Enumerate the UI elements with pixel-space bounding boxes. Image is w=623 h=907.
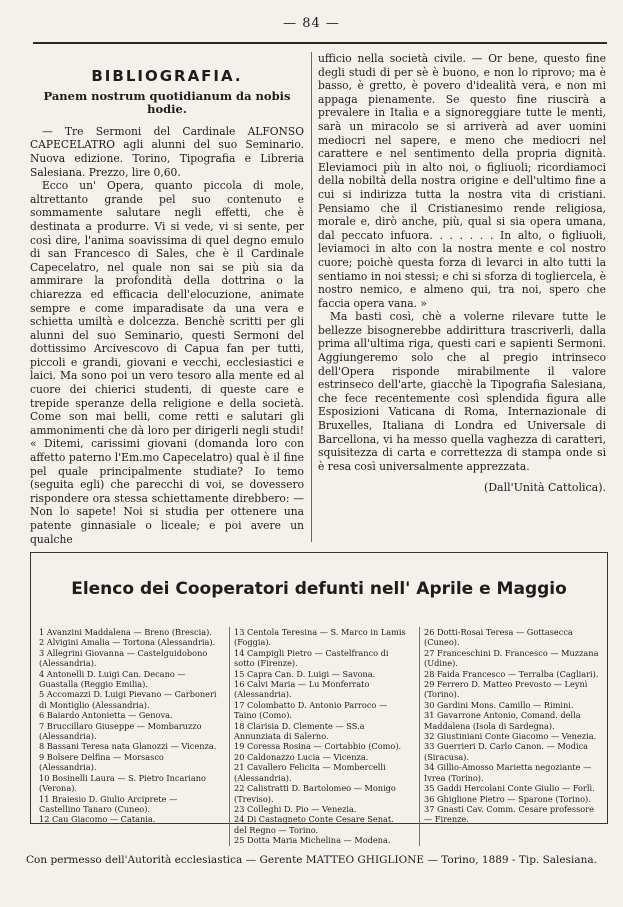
list-item: 33 Guerrieri D. Carlo Canon. — Modica (Siracusa). [424, 741, 589, 762]
list-item: 9 Bolsere Delfina — Morsasco (Alessandria). [39, 751, 164, 773]
list-item: 5 Accomazzi D. Luigi Pievano — Carboneri di Montiglio (Alessandria). [39, 689, 217, 710]
list-item: 37 Gnasti Cav. Comm. Cesare professore — Firenze. [424, 803, 594, 825]
list-item: 30 Gardini Mons. Camillo — Rimini. [424, 699, 574, 710]
paragraph: Ecco un' Opera, quanto piccola di mole, altrettanto grande pel suo contenuto e sommamente salutare negli effetti, che è destinata a produrre. Vi si vede, vi si sente, per così dire, l'anima soavissima di quel degno emulo di san Francesco di Sales, che è il Cardinale Capecelatro, nel quale non sai se più sia da ammirare la profondità della dottrina o la chiarezza ed efficacia dell'elocuzione, animate sempre e come imparadisate da una vera e schietta umiltà e dolcezza. Benchè scritti per gli alunni del suo Seminario, questi Sermoni del dottissimo Arcivescovo di Capua fan per tutti, piccoli e grandi, giovani e vecchi, ecclesiastici e laici. Ma sono poi un vero tesoro alla mente ed al cuore dei chierici studenti, di queste care e trepide speranze della religione e della società. Come son mai belli, come retti e salutari gli ammonimenti che dà loro per dirigerli negli studi! « Ditemi, carissimi giovani (domanda loro con affetto paterno l'Em.mo Capecelatro) qual è il fine pel quale principalmente studiate? Io temo (seguita egli) che parecchi di voi, se dovessero rispondere ora stessa schiettamente direbbero: — Non lo sapete! Noi si studia per ottenere una patente ginnasiale o liceale; e poi avere un qualche [30, 179, 304, 546]
elenco-section [30, 552, 608, 846]
list-item: 29 Ferrero D. Matteo Prevosto — Leynì (Torino). [424, 679, 588, 700]
left-column [30, 52, 304, 546]
column-divider [311, 52, 312, 542]
list-item: 25 Dotta Maria Michelina — Modena. [234, 835, 391, 846]
list-item: 18 Clarisia D. Clemente — SS.a Annunziata di Salerno. [234, 720, 365, 742]
list-item: 20 Caldonazzo Lucia — Vicenza. [234, 751, 369, 762]
list-item: 3 Allegrini Giovanna — Castelguidobono (Alessandria). [39, 647, 208, 669]
list-item: 26 Dotti-Rosai Teresa — Gottasecca (Cuneo). [424, 627, 573, 648]
list-item: 14 Campigli Pietro — Castelfranco di sotto (Firenze). [234, 647, 389, 669]
footer-imprint: Con permesso dell'Autorità ecclesiastica — Gerente MATTEO GHIGLIONE — Torino, 1889 - Tip. Salesiana. [26, 854, 597, 866]
bibliografia-subtitle: Panem nostrum quotidianum da nobis hodie. [43, 88, 291, 117]
elenco-column-1 [39, 627, 219, 846]
paragraph: — Tre Sermoni del Cardinale ALFONSO CAPECELATRO agli alunni del suo Seminario. Nuova edizione. Torino, Tipografia e Libreria Salesiana. Prezzo, lire 0,60. [30, 124, 304, 179]
list-item: 22 Calistratti D. Bartolomeo — Monigo (Treviso). [234, 783, 396, 804]
list-item: 1 Avanzini Maddalena — Breno (Brescia). [39, 627, 212, 637]
list-item: 10 Bosinelli Laura — S. Pietro Incariano (Verona). [39, 772, 206, 794]
list-item: 6 Baiardo Antonietta — Genova. [39, 710, 173, 721]
page-number: — 84 — [283, 16, 340, 31]
list-item: 24 Di Castagneto Conte Cesare Senat. del Regno — Torino. [234, 814, 394, 835]
source-signature: (Dall'Unità Cattolica). [483, 481, 606, 495]
list-item: 8 Bassani Teresa nata Glanozzi — Vicenza. [39, 741, 217, 752]
list-item: 7 Bruccillaro Giuseppe — Mombaruzzo (Alessandria). [39, 720, 202, 742]
paragraph: Ma basti così, chè a volerne rilevare tutte le bellezze bisognerebbe addirittura trascriverli, dalla prima all'ultima riga, questi cari e sapienti Sermoni. Aggiungeremo solo che al pregio intrinseco dell'Opera risponde mirabilmente il valore estrinseco dell'arte, giacchè la Tipografia Salesiana, che fece recentemente così splendida figura alle Esposizioni Vaticana di Roma, Internazionale di Bruxelles, Italiana di Londra ed Universale di Barcellona, vi ha messo quella vaghezza di caratteri, squisitezza di carta e correttezza di stampa onde si è resa così universalmente apprezzata. [318, 310, 606, 473]
list-item: 21 Cavallero Felicita — Mombercelli (Alessandria). [234, 762, 386, 783]
elenco-column-3 [419, 627, 599, 846]
right-column [318, 52, 606, 495]
list-item: 2 Alvigini Amalia — Tortona (Alessandria). [39, 637, 216, 648]
elenco-column-2 [229, 627, 409, 846]
list-item: 32 Giustiniani Conte Giacomo — Venezia. [424, 731, 597, 742]
list-item: 19 Coressa Rosina — Cortabbio (Como). [234, 741, 402, 752]
list-item: 35 Gaddi Hercolani Conte Giulio — Forlì. [424, 783, 595, 794]
list-item: 11 Braiesio D. Giulio Arciprete — Castellino Tanaro (Cuneo). [39, 793, 178, 814]
list-item: 13 Centola Teresina — S. Marco in Lamis (Foggia). [234, 627, 406, 648]
list-item: 12 Cau Giacomo — Catania. [39, 814, 156, 825]
list-item: 23 Colleghi D. Pio — Venezia. [234, 803, 357, 814]
list-item: 34 Gillio-Amosso Marietta negoziante — Ivrea (Torino). [424, 762, 592, 783]
list-item: 31 Gavarrone Antonio, Comand. della Maddalena (Isola di Sardegna). [424, 710, 581, 731]
paragraph: ufficio nella società civile. — Or bene, questo fine degli studi di per sè è buono, e non lo riprovo; ma è basso, è gretto, è povero d'idealità vera, e non mi appaga pienamente. Se questo fine riuscirà a prevalere in Italia e a signoreggiare tutte le menti, sarà un miracolo se si arriverà ad aver uomini mediocri nel sapere, e meno che mediocri nel carattere e nel sentimento della propria dignità. Eleviamoci più in alto noi, o figliuoli; ricordiamoci della nobiltà della nostra origine e dell'ultimo fine a cui si indirizza tutta la nostra vita di cristiani. Pensiamo che il Cristianesimo rende religiosa, morale e, dirò anche, più, qual si sia opera umana, dal peccato infuora. . . . . . . In alto, o figliuoli, leviamoci in alto con la nostra mente e col nostro cuore; poichè questa forza di levarci in alto tutti la sentiamo in noi stessi; e chi si sforza di togliercela, è nostro nemico, e almeno qui, tra noi, spero che faccia opera vana. » [318, 52, 606, 310]
list-item: 28 Faida Francesco — Terralba (Cagliari). [424, 668, 599, 679]
elenco-columns [39, 627, 599, 846]
list-item: 16 Calvi Maria — Lu Monferrato (Alessandria). [234, 679, 370, 700]
elenco-title: Elenco dei Cooperatori defunti nell' Aprile e Maggio [71, 579, 567, 599]
bibliografia-title: BIBLIOGRAFIA. [91, 67, 243, 85]
top-rule [33, 42, 607, 44]
list-item: 27 Franceschini D. Francesco — Muzzana (Udine). [424, 647, 599, 669]
list-item: 17 Colombatto D. Antonio Parroco — Taino (Como). [234, 699, 388, 721]
list-item: 36 Ghiglione Pietro — Sparone (Torino). [424, 793, 591, 804]
list-item: 4 Antonelli D. Luigi Can. Decano — Guastalla (Reggio Emilia). [39, 668, 186, 690]
list-item: 15 Capra Can. D. Luigi — Savona. [234, 668, 376, 679]
